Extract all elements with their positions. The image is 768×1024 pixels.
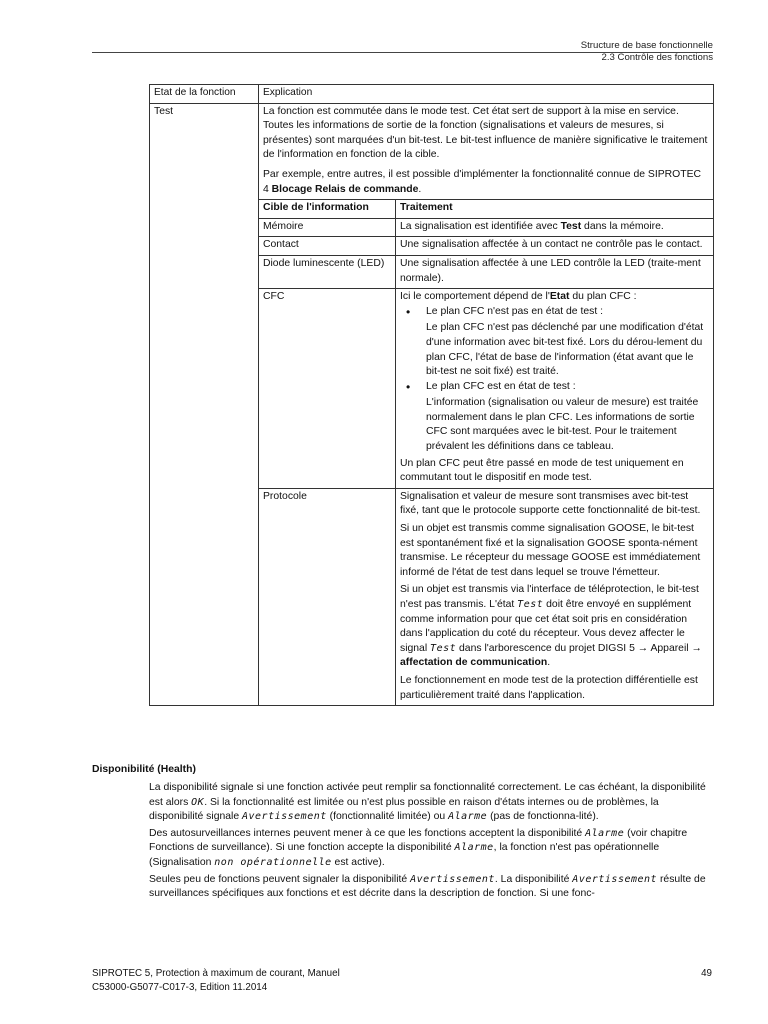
table-row: [259, 237, 713, 256]
cfc-intro-end: du plan CFC :: [569, 291, 637, 303]
treatment-contact: Une signalisation affectée à un contact ne contrôle pas le contact.: [396, 237, 714, 256]
memoire-text: La signalisation est identifiée avec: [400, 220, 561, 232]
treatment-protocole: [396, 488, 714, 705]
target-treatment-table: [259, 199, 713, 705]
explanation-cell: [259, 103, 714, 706]
p1-text-2: . Si la fonctionnalité est limitée ou n'est plus possible en raison d'états internes ou de problèmes, la disponibilité signale: [149, 796, 659, 823]
ok-term: OK: [191, 796, 205, 808]
proto-paragraph-3: [400, 580, 709, 671]
body-paragraph-2: [149, 827, 715, 871]
p2-text-2: (voir chapitre Fonctions de surveillance). Si une fonction accepte la disponibilité: [149, 827, 688, 854]
test-term: Test: [560, 220, 582, 232]
page-number: 49: [701, 968, 712, 979]
footer-title: SIPROTEC 5, Protection à maximum de courant, Manuel: [92, 968, 340, 979]
test-signal-term: Test: [517, 599, 544, 610]
proto-p3-text-2: doit être envoyé en supplément comme information pour que cet état soit pris en considération dans l'application du coté du récepteur. Vous devez affecter le signal: [400, 599, 692, 654]
cfc-intro: [400, 290, 709, 305]
footer-docid: C53000-G5077-C017-3, Edition 11.2014: [92, 981, 268, 993]
inner-col-header-treatment: Traitement: [396, 200, 714, 219]
table-row-test: [150, 103, 714, 706]
intro-period: .: [418, 183, 422, 195]
alarme-term-3: Alarme: [454, 842, 494, 854]
target-contact: Contact: [259, 237, 396, 256]
p1-text-4: (pas de fonctionna-lité).: [487, 811, 599, 823]
blocage-relais-term: Blocage Relais de commande: [271, 183, 419, 195]
alarme-term: Alarme: [448, 811, 488, 823]
cfc-bullet-2-body: L'information (signalisation ou valeur de mesure) est traitée normalement dans le plan CFC. Les informations de sortie CFC sont marquées avec le bit-test. Pour le traitement prévalent les définitions dans ce tableau.: [426, 397, 699, 453]
p2-text-3: , la fonction n'est pas opérationnelle (Signalisation: [149, 842, 660, 868]
intro-text: Par exemple, entre autres, il est possible d'implémenter la fonctionnalité connue de SIPROTEC 4: [263, 168, 702, 195]
header-chapter: Structure de base fonctionnelle: [580, 40, 713, 51]
cfc-bullet-1: • Le plan CFC n'est pas en état de test :: [400, 305, 709, 320]
table-row: [259, 488, 713, 705]
target-led: Diode luminescente (LED): [259, 255, 396, 288]
etat-term: Etat: [549, 291, 570, 303]
proto-p3-end: .: [547, 657, 551, 669]
p1-text: La disponibilité signale si une fonction activée peut remplir sa fonctionnalité correctement. Le cas échéant, la disponibilité est alors: [149, 782, 706, 808]
table-row: [259, 255, 713, 288]
table-row: [259, 218, 713, 237]
col-header-explanation: Explication: [259, 85, 714, 104]
cfc-intro-text: Ici le comportement dépend de l': [400, 291, 550, 303]
avertissement-term: Avertissement: [242, 811, 327, 823]
inner-col-header-target: Cible de l'information: [259, 200, 396, 219]
affectation-term: affectation de communication: [400, 657, 548, 669]
proto-p3-path: dans l'arborescence du projet DIGSI 5 → Appareil →: [456, 642, 702, 654]
p2-text: Des autosurveillances internes peuvent mener à ce que les fonctions acceptent la disponibilité: [149, 827, 586, 839]
cfc-outro: Un plan CFC peut être passé en mode de test uniquement en commutant tout le dispositif en mode test.: [400, 457, 684, 484]
memoire-text-end: dans la mémoire.: [581, 220, 664, 232]
p2-text-4: est active).: [331, 856, 385, 868]
treatment-led: Une signalisation affectée à une LED contrôle la LED (traite-ment normale).: [396, 255, 714, 288]
intro-paragraph-2: [259, 165, 713, 199]
avertissement-term-3: Avertissement: [572, 873, 658, 885]
section-title: Disponibilité (Health): [92, 764, 196, 775]
test-signal-term-2: Test: [430, 642, 457, 654]
target-cfc: CFC: [259, 289, 396, 489]
body-paragraph-1: [149, 781, 715, 825]
header-rule: [92, 52, 713, 53]
intro-paragraph-1: La fonction est commutée dans le mode test. Cet état sert de support à la mise en service. Toutes les informations de sortie de la fonction (signalisations et valeurs de mesures, si présentes) sont marquées d'un bit-test. Le bit-test influence de manière significative le traitement de l'information en fonction de la cible.: [263, 105, 708, 161]
col-header-state: Etat de la fonction: [150, 85, 259, 104]
p1-text-3: (fonctionnalité limitée) ou: [326, 811, 449, 823]
footer: [92, 967, 340, 995]
cfc-bullet-1-body: Le plan CFC n'est pas déclenché par une modification d'état d'une information avec bit-test fixé. Lors du dérou-lement du plan CFC, l'état de base de l'information (état avant que le bit-test ne soit fixé) est traité.: [426, 322, 704, 378]
header-section: 2.3 Contrôle des fonctions: [601, 51, 713, 63]
table-row: [259, 289, 713, 489]
cfc-bullet-2: • Le plan CFC est en état de test :: [400, 380, 709, 395]
p3-text: Seules peu de fonctions peuvent signaler la disponibilité: [149, 873, 411, 885]
avertissement-term-2: Avertissement: [410, 873, 495, 885]
target-protocole: Protocole: [259, 488, 396, 705]
p3-text-2: . La disponibilité: [494, 873, 573, 885]
state-cell: Test: [150, 103, 259, 706]
treatment-cfc: [396, 289, 714, 489]
proto-paragraph-2: Si un objet est transmis comme signalisation GOOSE, le bit-test est spontanément fixé et la signalisation GOOSE sponta-nément transmise. Le récepteur du message GOOSE est immédiatement informé de l'état de test dans lequel se trouve l'émetteur.: [400, 523, 701, 578]
body-paragraph-3: [149, 873, 715, 902]
target-memoire: Mémoire: [259, 218, 396, 237]
treatment-memoire: [396, 218, 714, 237]
function-state-table: [149, 84, 714, 706]
non-operationnelle-term: non opérationnelle: [214, 856, 332, 868]
p3-text-3: résulte de surveillances spécifiques aux fonctions et est décrite dans la description de fonction. Si une fonc-: [149, 873, 706, 900]
section-body: [149, 781, 715, 904]
proto-paragraph-1: Signalisation et valeur de mesure sont transmises avec bit-test fixé, tant que le protocole supporte cette fonctionnalité de bit-test.: [400, 490, 701, 517]
proto-paragraph-4: Le fonctionnement en mode test de la protection différentielle est particulièrement traité dans l'application.: [400, 674, 698, 701]
proto-p3-text: Si un objet est transmis via l'interface de téléprotection, le bit-test n'est pas transmis. L'état: [400, 584, 699, 610]
alarme-term-2: Alarme: [585, 827, 625, 839]
